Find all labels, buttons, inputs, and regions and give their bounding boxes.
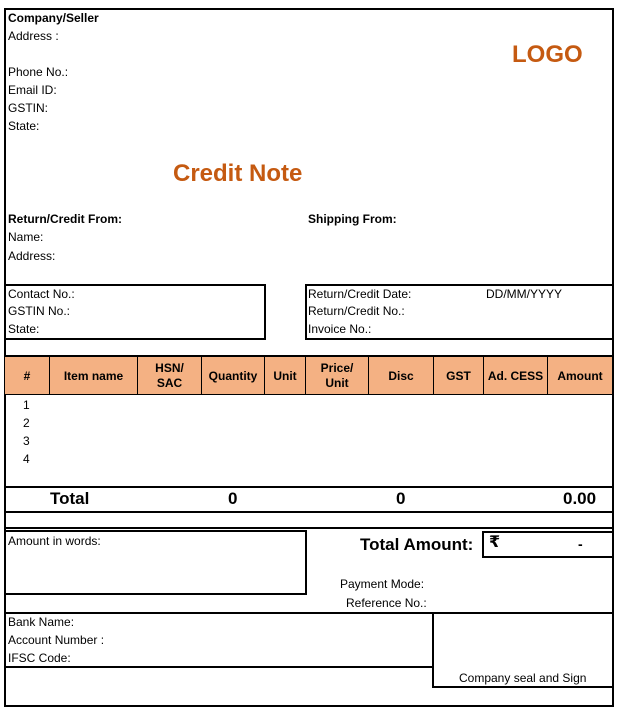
ifsc-code-label: IFSC Code: [8,651,71,665]
account-number-label: Account Number : [8,633,105,647]
payment-mode-label: Payment Mode: [340,577,425,591]
seller-gstin-label: GSTIN: [8,101,49,115]
page-title: Credit Note [173,160,303,187]
total-amount-label: Total Amount: [360,535,474,554]
totals-top-border [4,486,614,488]
reference-number-label: Reference No.: [346,596,427,610]
return-from-heading: Return/Credit From: [8,212,122,226]
column-header-amount: Amount [557,368,603,383]
column-header-hsn-sac-text: HSN/ SAC [155,361,184,390]
bank-section-bottom-border [4,666,434,668]
totals-bottom-border [4,511,614,513]
seller-email-label: Email ID: [8,83,57,97]
credit-date-label: Return/Credit Date: [308,287,412,301]
totals-quantity: 0 [228,489,238,508]
invoice-number-label: Invoice No.: [308,322,372,336]
column-header-quantity: Quantity [208,368,258,383]
table-row-number: 1 [23,398,30,412]
column-header-ad-cess: Ad. CESS [487,368,544,383]
column-header-number: # [23,368,31,383]
bank-name-label: Bank Name: [8,615,75,629]
amount-in-words-label: Amount in words: [8,534,101,548]
company-seal-label: Company seal and Sign [459,671,587,685]
return-from-address-label: Address: [8,249,56,263]
amount-section-top-border [4,527,614,529]
totals-disc: 0 [396,489,406,508]
seller-address-label: Address : [8,29,59,43]
seller-phone-label: Phone No.: [8,65,69,79]
seller-state-label: State: [8,119,40,133]
column-header-hsn-sac [138,357,201,395]
column-header-disc: Disc [388,368,414,383]
rupee-icon: ₹ [489,534,501,551]
credit-number-label: Return/Credit No.: [308,304,405,318]
column-header-unit: Unit [273,368,297,383]
seller-company-label: Company/Seller [8,11,99,25]
logo-placeholder: LOGO [512,41,583,68]
column-header-price-unit-text: Price/ Unit [320,361,354,390]
credit-date-value: DD/MM/YYYY [486,287,563,301]
return-state-label: State: [8,322,40,336]
column-header-gst: GST [446,368,471,383]
table-row-number: 2 [23,416,30,430]
total-amount-box [482,531,614,558]
return-gstin-label: GSTIN No.: [8,304,71,318]
table-row-number: 3 [23,434,30,448]
column-header-item-name: Item name [63,368,124,383]
return-from-name-label: Name: [8,230,44,244]
total-amount-value: - [578,536,583,552]
shipping-from-heading: Shipping From: [308,212,397,226]
table-row-number: 4 [23,452,30,466]
totals-amount: 0.00 [563,489,597,508]
return-contact-label: Contact No.: [8,287,75,301]
totals-label: Total [50,489,90,508]
column-header-price-unit [306,357,368,395]
